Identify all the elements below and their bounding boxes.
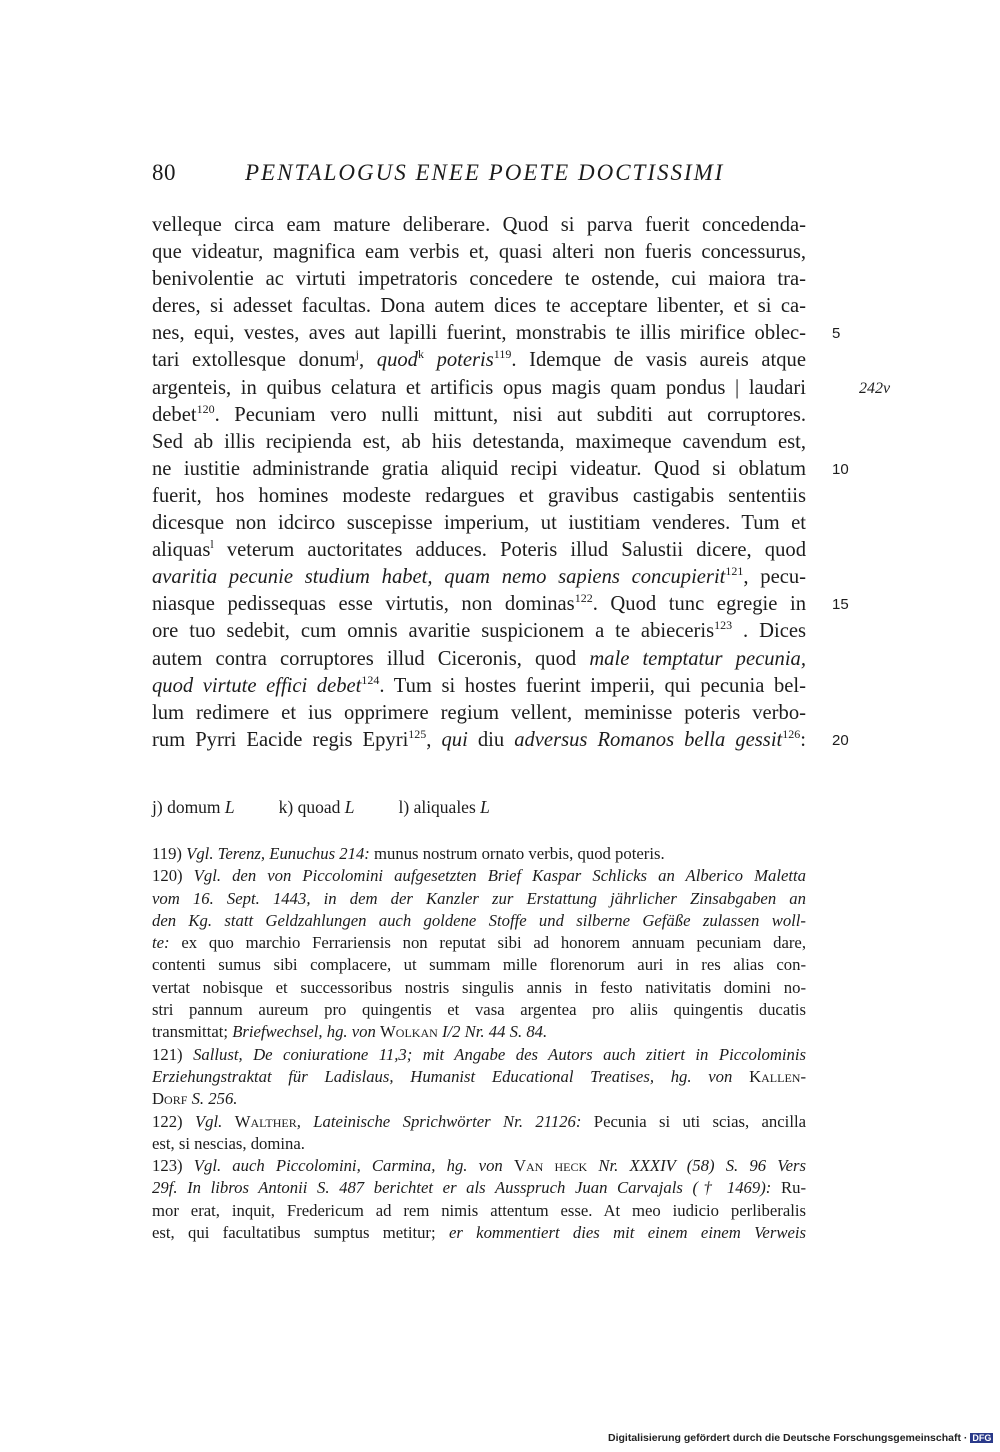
line-text: avaritia pecunie studium habet, quam nemo sapiens concupierit$^{121}$, pecu- [152, 564, 806, 589]
text-line [152, 618, 806, 645]
text-line [152, 429, 806, 456]
text-line [152, 212, 806, 239]
line-text: benivolentie ac virtuti impetratoris concedere te ostende, cui maiora tra- [152, 268, 806, 291]
text-line [152, 646, 806, 673]
text-line [152, 673, 806, 700]
line-text: aliquas$^l$ veterum auctoritates adduces. Poteris illud Salustii dicere, quod [152, 537, 806, 562]
text-line [152, 293, 806, 320]
line-text: Sed ab illis recipienda est, ab hiis detestanda, maximeque cavendum est, [152, 430, 806, 453]
text-line [152, 239, 806, 266]
footnote-line: transmittat; Briefwechsel, hg. von Wolkan I/2 Nr. 44 S. 84. [152, 1022, 548, 1042]
line-text: que videatur, magnifica eam verbis et, quasi alteri non fueris concessurus, [152, 241, 806, 264]
funding-footer [608, 1432, 993, 1444]
running-title: PENTALOGUS ENEE POETE DOCTISSIMI [245, 160, 725, 185]
line-text: nes, equi, vestes, aves aut lapilli fuerint, monstrabis te illis mirifice oblec- [152, 322, 806, 345]
line-text: tari extollesque donum$^j$, quod$^k$ poteris$^{119}$. Idemque de vasis aureis atque [152, 347, 806, 372]
main-text [152, 212, 891, 754]
line-text: quod virtute effici debet$^{124}$. Tum si hostes fuerint imperii, qui pecunia bel- [152, 672, 807, 697]
variant-reading: k) quoad L [278, 797, 355, 817]
text-line [152, 402, 806, 429]
text-line [152, 266, 806, 293]
text-line [152, 456, 849, 483]
line-number: 5 [832, 325, 841, 343]
footnote-line: den Kg. statt Geldzahlungen auch goldene Stoffe und silberne Gefäße zulassen woll- [152, 910, 806, 930]
footnote-line: stri pannum aureum pro quingentis et vasa argentea pro aliis quingentis ducatis [152, 1000, 806, 1020]
text-line [152, 726, 849, 754]
footnote-line: est, si nescias, domina. [152, 1133, 305, 1153]
running-header [152, 160, 812, 200]
line-text: velleque circa eam mature deliberare. Quod si parva fuerit concedenda- [152, 214, 806, 236]
text-line [152, 483, 806, 510]
text-line [152, 375, 891, 402]
line-text: autem contra corruptores illud Ciceronis, quod male temptatur pecunia, [152, 647, 807, 670]
footer-text: Digitalisierung gefördert durch die Deutsche Forschungsgemeinschaft · [608, 1432, 968, 1444]
line-text: deres, si adesset facultas. Dona autem dices te acceptare libenter, et si ca- [152, 295, 806, 318]
footnote-line: 123) Vgl. auch Piccolomini, Carmina, hg. von Van heck Nr. XXXIV (58) S. 96 Vers [152, 1156, 807, 1176]
dfg-logo: DFG [972, 1433, 992, 1443]
line-number: 15 [832, 596, 849, 614]
variant-reading: l) aliquales L [398, 797, 490, 817]
variant-readings [152, 797, 806, 818]
text-line [152, 564, 806, 591]
line-text: debet$^{120}$. Pecuniam vero nulli mittunt, nisi aut subditi aut corruptores. [152, 401, 806, 426]
footnote-line: contenti sumus sibi complacere, ut summam mille florenorum auri in res alias con- [152, 955, 806, 975]
footnote-line: mor erat, inquit, Fredericum ad rem nimis attentum esse. At meo iudicio perliberalis [152, 1200, 806, 1220]
line-number: 10 [832, 460, 849, 478]
text-line [152, 537, 806, 564]
footnote-line: 121) Sallust, De coniuratione 11,3; mit Angabe des Autors auch zitiert in Piccolominis [152, 1044, 807, 1064]
line-text: ne iustitie administrande gratia aliquid recipi videatur. Quod si oblatum [152, 457, 806, 480]
text-line [152, 700, 806, 727]
line-text: rum Pyrri Eacide regis Epyri$^{125}$, qui diu adversus Romanos bella gessit$^{126}$: [152, 726, 806, 751]
text-line [152, 591, 849, 618]
line-text: niasque pedissequas esse virtutis, non dominas$^{122}$. Quod tunc egregie in [152, 591, 806, 616]
line-text: dicesque non idcirco suscepisse imperium, ut iustitiam venderes. Tum et [152, 512, 806, 535]
text-line [152, 510, 806, 537]
footnote-line: 122) Vgl. Walther, Lateinische Sprichwörter Nr. 21126: Pecunia si uti scias, ancilla [152, 1111, 807, 1131]
text-line [152, 347, 806, 374]
footnote-line: vertat nobisque et successoribus nostris singulis annis in festo nativitatis domini no- [152, 977, 806, 997]
footnote-line: 119) Vgl. Terenz, Eunuchus 214: munus nostrum ornato verbis, quod poteris. [152, 844, 665, 863]
footnote-line: Dorf S. 256. [152, 1089, 238, 1109]
variant-reading: j) domum L [152, 797, 235, 817]
line-text: fuerit, hos homines modeste redargues et gravibus castigabis sententiis [152, 484, 806, 507]
footnote-line: 120) Vgl. den von Piccolomini aufgesetzten Brief Kaspar Schlicks an Alberico Maletta [152, 866, 806, 886]
footnote-line: 29f. In libros Antonii S. 487 berichtet er als Ausspruch Juan Carvajals († 1469): Ru- [152, 1178, 806, 1198]
footnotes [152, 843, 806, 1244]
page-number: 80 [152, 160, 176, 185]
text-line [152, 320, 841, 347]
folio-marker: 242v [859, 379, 891, 397]
footnote-line: vom 16. Sept. 1443, in dem der Kanzler zur Erstattung jährlicher Zinsabgaben an [152, 888, 806, 908]
footnote-line: Erziehungstraktat für Ladislaus, Humanist Educational Treatises, hg. von Kallen- [152, 1066, 807, 1086]
footnote-line: est, qui facultatibus sumptus metitur; er kommentiert dies mit einem einem Verweis [152, 1223, 806, 1243]
line-number: 20 [832, 731, 849, 749]
line-text: ore tuo sedebit, cum omnis avaritie suspicionem a te abieceris$^{123}$ . Dices [152, 618, 806, 643]
line-text: argenteis, in quibus celatura et artificis opus magis quam pondus | laudari [152, 376, 806, 399]
footnote-line: te: ex quo marchio Ferrariensis non reputat sibi ad honorem annuam pecuniam dare, [152, 933, 806, 953]
line-text: lum redimere et ius opprimere regium vellent, meminisse poteris verbo- [152, 701, 806, 724]
